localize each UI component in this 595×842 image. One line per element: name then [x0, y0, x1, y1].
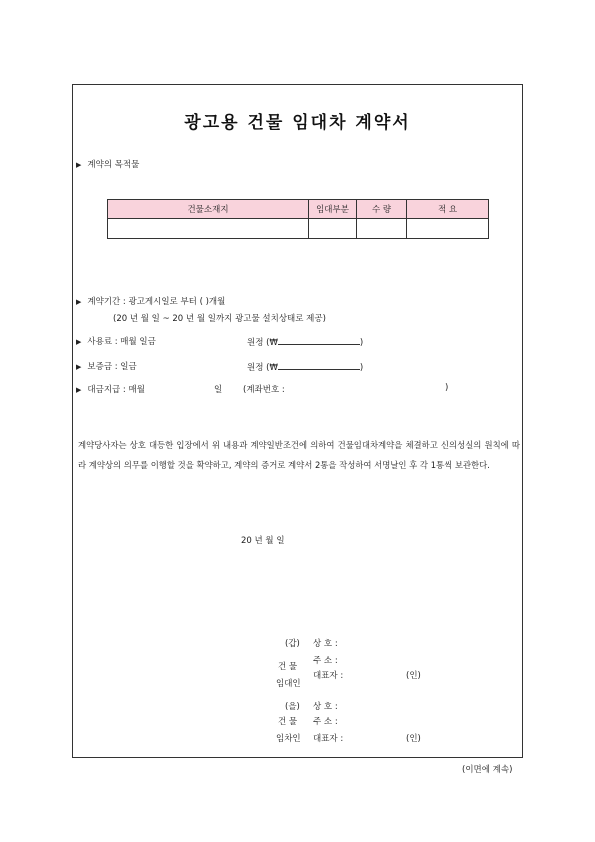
header-leased-part: 임대부분: [309, 200, 357, 219]
lessor-role-building: 건 물: [278, 662, 298, 672]
lessor-seal: (인): [406, 671, 421, 681]
contract-body-text: 계약당사자는 상호 대등한 입장에서 위 내용과 계약일반조건에 의하여 건물임대차계약을 체결하고 신의성실의 원칙에 따라 계약상의 의무를 이행할 것을 확약하고, 계약의 증거로 계약서 2통을 작성하여 서명날인 후 각 1통씩 보관한다.: [78, 440, 520, 470]
lessee-address-label: 주 소 :: [313, 717, 338, 727]
usage-fee-won: 원정 (₩: [247, 338, 278, 348]
continued-note: (이면에 계속): [462, 765, 513, 775]
deposit-won: 원정 (₩: [247, 363, 278, 373]
lessor-party: (갑): [285, 639, 300, 649]
usage-fee-label: ▶ 사용료 : 매월 일금: [76, 335, 156, 347]
table-row: [108, 219, 489, 239]
period-label: ▶ 계약기간 : 광고게시일로 부터 ( )개월: [76, 295, 225, 307]
payment-day: 일: [214, 385, 223, 395]
cell-leased-part[interactable]: [309, 219, 357, 239]
purpose-label: ▶ 계약의 목적물: [76, 158, 139, 170]
lessor-company-label: 상 호 :: [313, 639, 338, 649]
header-remarks: 적 요: [407, 200, 489, 219]
cell-building-location[interactable]: [108, 219, 309, 239]
purpose-table: [107, 199, 489, 239]
cell-remarks[interactable]: [407, 219, 489, 239]
period-detail: (20 년 월 일 ~ 20 년 월 일까지 광고물 설치상태로 제공): [113, 314, 326, 324]
contract-date: 20 년 월 일: [241, 536, 285, 546]
deposit-close: ): [359, 363, 364, 373]
header-quantity: 수 량: [357, 200, 407, 219]
deposit-label: ▶ 보증금 : 일금: [76, 360, 137, 372]
lessor-address-label: 주 소 :: [313, 656, 338, 666]
document-title: 광고용 건물 임대차 계약서: [184, 113, 411, 133]
payment-label: ▶ 대금지급 : 매월: [76, 383, 145, 395]
usage-fee-close: ): [359, 338, 364, 348]
deposit-amount: [247, 360, 363, 373]
contract-frame: [72, 84, 523, 758]
lessee-role-building: 건 물: [278, 717, 298, 727]
usage-fee-amount: [247, 335, 363, 348]
lessee-seal: (인): [406, 734, 421, 744]
lessor-role: 임대인: [276, 679, 301, 689]
lessee-role: 임차인: [276, 734, 301, 744]
lessor-rep-label: 대표자 :: [313, 671, 344, 681]
lessee-company-label: 상 호 :: [313, 702, 338, 712]
cell-quantity[interactable]: [357, 219, 407, 239]
purpose-table-header: [108, 200, 489, 219]
deposit-blank[interactable]: [278, 360, 360, 370]
payment-account-close: ): [445, 383, 449, 393]
lessee-party: (을): [285, 702, 300, 712]
lessee-rep-label: 대표자 :: [313, 734, 344, 744]
usage-fee-blank[interactable]: [278, 335, 360, 345]
header-building-location: 건물소재지: [108, 200, 309, 219]
payment-account: (계좌번호 :: [243, 385, 285, 395]
